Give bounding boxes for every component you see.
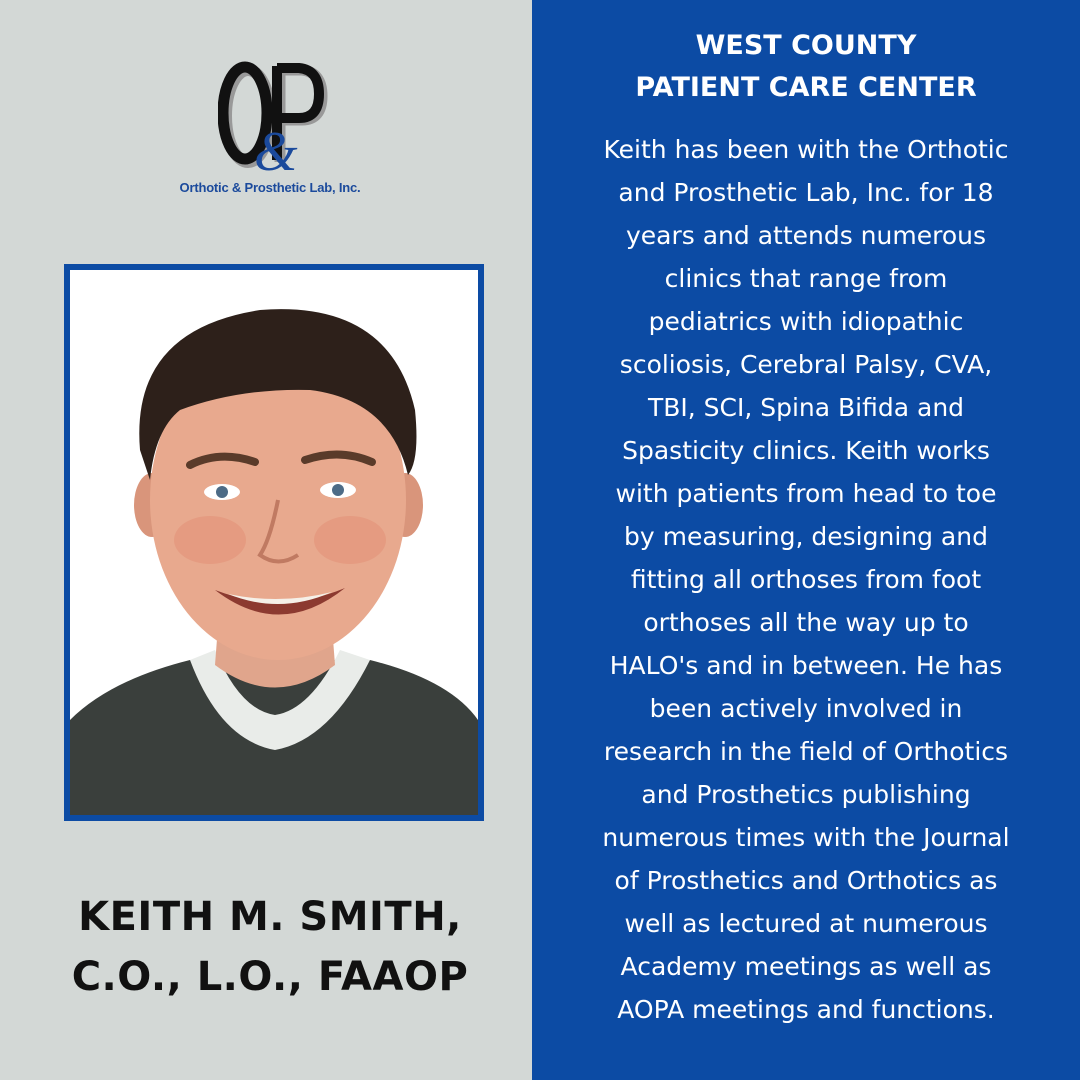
bio-line: numerous times with the Journal [602,823,1010,852]
bio-line: and Prosthetics publishing [641,780,971,809]
bio-line: well as lectured at numerous [624,909,988,938]
bio-text [532,128,1080,1031]
bio-line: scoliosis, Cerebral Palsy, CVA, [619,350,993,379]
company-name: Orthotic & Prosthetic Lab, Inc. [179,180,361,195]
portrait-image [70,270,478,815]
bio-line: fitting all orthoses from foot [630,565,982,594]
bio-line: HALO's and in between. He has [609,651,1003,680]
bio-line: been actively involved in [649,694,963,723]
op-logo-mark-icon [218,58,328,176]
bio-line: years and attends numerous [625,221,987,250]
bio-line: Academy meetings as well as [620,952,992,981]
person-name: KEITH M. SMITH, [78,894,462,940]
company-logo [170,58,370,208]
svg-text:&: & [254,121,298,176]
location-title-line2: PATIENT CARE CENTER [635,72,977,103]
bio-line: Spasticity clinics. Keith works [622,436,990,465]
bio-line: clinics that range from [664,264,948,293]
bio-line: AOPA meetings and functions. [617,995,995,1024]
bio-line: TBI, SCI, Spina Bifida and [647,393,965,422]
bio-line: pediatrics with idiopathic [648,307,964,336]
profile-photo [64,264,484,821]
bio-line: by measuring, designing and [624,522,988,551]
bio-line: with patients from head to toe [615,479,997,508]
bio-line: of Prosthetics and Orthotics as [614,866,998,895]
bio-line: orthoses all the way up to [643,608,969,637]
location-title-line1: WEST COUNTY [695,30,917,61]
bio-line: research in the field of Orthotics [603,737,1009,766]
bio-line: and Prosthetic Lab, Inc. for 18 [618,178,994,207]
person-credentials: C.O., L.O., FAAOP [71,954,469,1000]
bio-line: Keith has been with the Orthotic [603,135,1009,164]
